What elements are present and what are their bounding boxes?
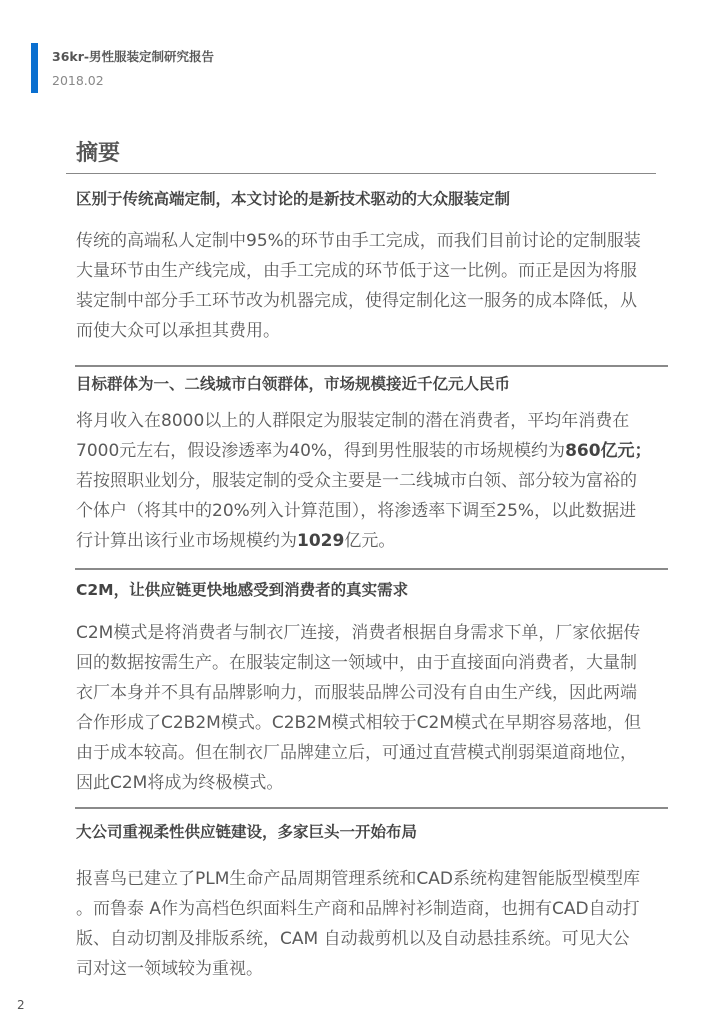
- text-line: [76, 256, 641, 286]
- report-title: 36kr-男性服装定制研究报告: [52, 49, 215, 64]
- text-line: [76, 526, 652, 556]
- section-body: [76, 864, 640, 984]
- section-body: [76, 618, 641, 798]
- text-line: [76, 648, 641, 678]
- text-segment: 因此C2M将成为终极模式。: [76, 773, 284, 793]
- text-segment: 由于成本较高。但在制衣厂品牌建立后，可通过直营模式削弱渠道商地位，: [76, 743, 637, 763]
- text-line: [76, 618, 641, 648]
- text-line: [76, 924, 640, 954]
- section-divider: [75, 568, 668, 570]
- section-body: [76, 406, 652, 556]
- text-line: [76, 894, 640, 924]
- section-title: 大公司重视柔性供应链建设，多家巨头一开始布局: [76, 823, 418, 841]
- text-segment: C2M模式是将消费者与制衣厂连接，消费者根据自身需求下单，厂家依据传: [76, 623, 641, 643]
- text-segment: 传统的高端私人定制中95%的环节由手工完成，而我们目前讨论的定制服装: [76, 231, 641, 251]
- text-segment: 若按照职业划分，服装定制的受众主要是一二线城市白领、部分较为富裕的: [76, 471, 637, 491]
- accent-bar: [31, 43, 38, 93]
- text-line: [76, 496, 652, 526]
- text-segment: 装定制中部分手工环节改为机器完成，使得定制化这一服务的成本降低，从: [76, 291, 637, 311]
- text-line: [76, 738, 641, 768]
- section-title: 目标群体为一、二线城市白领群体，市场规模接近千亿元人民币: [76, 375, 511, 393]
- text-segment: 报喜鸟已建立了PLM生命产品周期管理系统和CAD系统构建智能版型模型库: [76, 869, 640, 889]
- text-segment: 大量环节由生产线完成，由手工完成的环节低于这一比例。而正是因为将服: [76, 261, 637, 281]
- report-date: 2018.02: [52, 73, 104, 88]
- bold-text: 860亿元；: [565, 441, 652, 461]
- text-line: [76, 226, 641, 256]
- section-title: C2M，让供应链更快地感受到消费者的真实需求: [76, 581, 409, 599]
- text-line: [76, 864, 640, 894]
- text-segment: 衣厂本身并不具有品牌影响力，而服装品牌公司没有自由生产线，因此两端: [76, 683, 637, 703]
- page-number: 2: [17, 998, 25, 1012]
- section-title: 区别于传统高端定制，本文讨论的是新技术驱动的大众服装定制: [76, 190, 511, 208]
- text-line: [76, 708, 641, 738]
- text-segment: 司对这一领域较为重视。: [76, 959, 263, 979]
- text-segment: 版、自动切割及排版系统，CAM 自动裁剪机以及自动悬挂系统。可见大公: [76, 929, 630, 949]
- text-segment: 7000元左右，假设渗透率为40%，得到男性服装的市场规模约为: [76, 441, 566, 461]
- heading-rule: [66, 173, 656, 174]
- text-segment: 行计算出该行业市场规模约为: [76, 531, 297, 551]
- text-segment: 回的数据按需生产。在服装定制这一领域中，由于直接面向消费者，大量制: [76, 653, 637, 673]
- text-segment: 而使大众可以承担其费用。: [76, 321, 280, 341]
- bold-text: 1029: [297, 531, 345, 551]
- section-divider: [75, 807, 668, 809]
- text-line: [76, 406, 652, 436]
- text-line: [76, 436, 652, 466]
- text-line: [76, 286, 641, 316]
- text-segment: 个体户（将其中的20%列入计算范围），将渗透率下调至25%，以此数据进: [76, 501, 637, 521]
- text-segment: 亿元。: [344, 531, 396, 551]
- text-line: [76, 954, 640, 984]
- text-line: [76, 678, 641, 708]
- page-heading: 摘要: [76, 141, 121, 166]
- section-divider: [75, 365, 668, 367]
- text-segment: 合作形成了C2B2M模式。C2B2M模式相较于C2M模式在早期容易落地，但: [76, 713, 642, 733]
- text-segment: 将月收入在8000以上的人群限定为服装定制的潜在消费者，平均年消费在: [76, 411, 630, 431]
- text-line: [76, 316, 641, 346]
- text-line: [76, 768, 641, 798]
- text-segment: 。而鲁泰 A作为高档色织面料生产商和品牌衬衫制造商，也拥有CAD自动打: [76, 899, 640, 919]
- text-line: [76, 466, 652, 496]
- section-body: [76, 226, 641, 346]
